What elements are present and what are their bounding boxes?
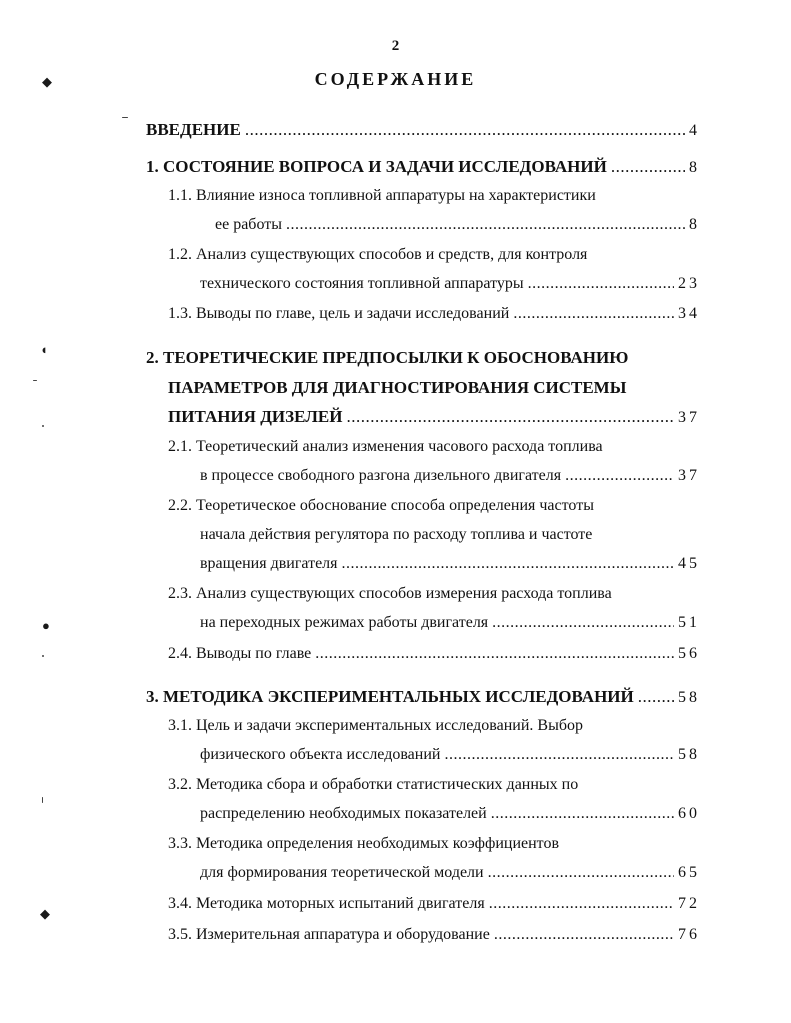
dot-leader xyxy=(638,687,674,707)
toc-entry-text: 3.5. Измерительная аппаратура и оборудование xyxy=(168,926,490,943)
toc-entry-2-1-line-1[interactable] xyxy=(168,437,700,457)
toc-entry-text: 2.3. Анализ существующих способов измерения расхода топлива xyxy=(168,585,612,602)
toc-entry-chapter-3[interactable] xyxy=(146,687,700,708)
toc-entry-text: для формирования теоретической модели xyxy=(200,864,484,881)
toc-page-number: 58 xyxy=(678,746,700,763)
binder-hole-mark-icon: ◆ xyxy=(42,74,52,89)
toc-entry-chapter-1[interactable] xyxy=(146,157,700,178)
dot-leader xyxy=(492,613,674,633)
scan-speck xyxy=(42,425,44,427)
toc-entry-text: физического объекта исследований xyxy=(200,746,441,763)
dot-leader xyxy=(491,804,674,824)
toc-entry-2-3-line-2[interactable] xyxy=(200,613,700,633)
toc-page-number: 8 xyxy=(689,159,700,176)
dot-leader xyxy=(565,466,674,486)
toc-entry-2-2-line-3[interactable] xyxy=(200,554,700,574)
toc-entry-text: 3.4. Методика моторных испытаний двигателя xyxy=(168,895,485,912)
toc-entry-2-4[interactable] xyxy=(168,644,700,664)
page-title: СОДЕРЖАНИЕ xyxy=(314,69,477,89)
toc-entry-text: распределению необходимых показателей xyxy=(200,805,487,822)
scan-speck xyxy=(42,797,43,803)
toc-entry-3-5[interactable] xyxy=(168,925,700,945)
toc-entry-text: технического состояния топливной аппаратуры xyxy=(200,275,524,292)
toc-entry-chapter-2-line-3[interactable] xyxy=(168,407,700,428)
toc-entry-text: 2.1. Теоретический анализ изменения часового расхода топлива xyxy=(168,438,603,455)
toc-page-number: 76 xyxy=(678,926,700,943)
page-number: 2 xyxy=(391,38,400,54)
toc-page-number: 37 xyxy=(678,467,700,484)
toc-entry-text: ПИТАНИЯ ДИЗЕЛЕЙ xyxy=(168,407,343,426)
toc-entry-3-3-line-1[interactable] xyxy=(168,834,700,854)
toc-page-number: 56 xyxy=(678,645,700,662)
toc-page-number: 37 xyxy=(678,409,700,426)
scan-speck xyxy=(33,380,37,381)
toc-entry-text: 3. МЕТОДИКА ЭКСПЕРИМЕНТАЛЬНЫХ ИССЛЕДОВАНИЙ xyxy=(146,687,634,706)
toc-entry-2-2-line-2[interactable] xyxy=(200,525,700,545)
toc-entry-text: 1.1. Влияние износа топливной аппаратуры на характеристики xyxy=(168,187,596,204)
toc-entry-text: 1. СОСТОЯНИЕ ВОПРОСА И ЗАДАЧИ ИССЛЕДОВАНИЙ xyxy=(146,157,607,176)
binder-hole-mark-icon: ◆ xyxy=(40,906,50,921)
toc-entry-text: вращения двигателя xyxy=(200,555,338,572)
toc-entry-text: в процессе свободного разгона дизельного двигателя xyxy=(200,467,562,484)
dot-leader xyxy=(611,157,685,177)
toc-entry-text: 2. ТЕОРЕТИЧЕСКИЕ ПРЕДПОСЫЛКИ К ОБОСНОВАНИЮ xyxy=(146,348,629,367)
toc-entry-text: 3.1. Цель и задачи экспериментальных исследований. Выбор xyxy=(168,717,583,734)
toc-page-number: 58 xyxy=(678,689,700,706)
toc-entry-text: 1.3. Выводы по главе, цель и задачи исследований xyxy=(168,305,510,322)
toc-entry-2-1-line-2[interactable] xyxy=(200,466,700,486)
dot-leader xyxy=(528,274,674,294)
toc-entry-3-2-line-2[interactable] xyxy=(200,804,700,824)
dot-leader xyxy=(245,120,685,140)
toc-entry-3-1-line-1[interactable] xyxy=(168,716,700,736)
dot-leader xyxy=(315,644,674,664)
dot-leader xyxy=(342,554,674,574)
binder-hole-mark-icon: ● xyxy=(42,618,50,633)
toc-page-number: 60 xyxy=(678,805,700,822)
toc-page-number: 4 xyxy=(689,122,700,139)
dot-leader xyxy=(346,407,674,427)
dot-leader xyxy=(494,925,674,945)
scan-speck xyxy=(122,117,128,118)
toc-entry-text: 3.3. Методика определения необходимых коэффициентов xyxy=(168,835,559,852)
toc-entry-chapter-2-line-2[interactable] xyxy=(168,378,700,398)
toc-entry-3-1-line-2[interactable] xyxy=(200,745,700,765)
dot-leader xyxy=(489,894,674,914)
toc-entry-text: ПАРАМЕТРОВ ДЛЯ ДИАГНОСТИРОВАНИЯ СИСТЕМЫ xyxy=(168,378,627,397)
toc-entry-3-4[interactable] xyxy=(168,894,700,914)
toc-entry-1-2-line-1[interactable] xyxy=(168,245,700,265)
toc-page-number: 8 xyxy=(689,216,700,233)
toc-entry-text: ее работы xyxy=(215,216,282,233)
toc-entry-2-2-line-1[interactable] xyxy=(168,496,700,516)
toc-page-number: 45 xyxy=(678,555,700,572)
toc-entry-text: 1.2. Анализ существующих способов и средств, для контроля xyxy=(168,246,588,263)
dot-leader xyxy=(513,304,674,324)
toc-entry-1-1-line-1[interactable] xyxy=(168,186,700,206)
toc-entry-text: на переходных режимах работы двигателя xyxy=(200,614,489,631)
toc-entry-text: начала действия регулятора по расходу топлива и частоте xyxy=(200,526,593,543)
toc-entry-text: ВВЕДЕНИЕ xyxy=(146,120,241,139)
toc-entry-chapter-2-line-1[interactable] xyxy=(146,348,700,368)
toc-page-number: 23 xyxy=(678,275,700,292)
dot-leader xyxy=(488,863,674,883)
toc-entry-text: 2.4. Выводы по главе xyxy=(168,645,312,662)
binder-hole-mark-icon: ◖ xyxy=(40,342,48,357)
toc-page-number: 65 xyxy=(678,864,700,881)
toc-page-number: 51 xyxy=(678,614,700,631)
toc-entry-2-3-line-1[interactable] xyxy=(168,584,700,604)
toc-page-number: 34 xyxy=(678,305,700,322)
toc-entry-1-3[interactable] xyxy=(168,304,700,324)
toc-entry-text: 2.2. Теоретическое обоснование способа определения частоты xyxy=(168,497,594,514)
dot-leader xyxy=(444,745,674,765)
toc-entry-3-3-line-2[interactable] xyxy=(200,863,700,883)
toc-entry-3-2-line-1[interactable] xyxy=(168,775,700,795)
toc-entry-introduction[interactable] xyxy=(146,120,700,141)
scan-speck xyxy=(42,655,44,657)
toc-entry-1-2-line-2[interactable] xyxy=(200,274,700,294)
dot-leader xyxy=(286,215,685,235)
toc-page-number: 72 xyxy=(678,895,700,912)
toc-entry-1-1-line-2[interactable] xyxy=(215,215,700,235)
toc-entry-text: 3.2. Методика сбора и обработки статистических данных по xyxy=(168,776,579,793)
